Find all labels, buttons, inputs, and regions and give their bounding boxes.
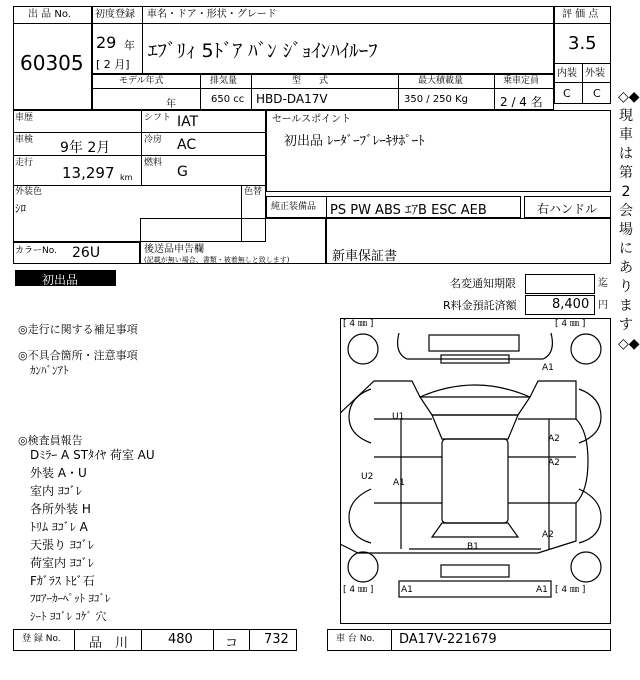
specs-div-3 — [398, 74, 399, 110]
fuel-value: G — [177, 164, 188, 180]
details-row-3 — [13, 185, 266, 186]
driving-remarks-label: ◎走行に関する補足事項 — [18, 323, 138, 336]
header-label-divider — [92, 23, 554, 24]
name-change-unit: 迄 — [598, 278, 608, 289]
registration-year: 29 — [96, 33, 117, 52]
car-description-label: 車名・ドア・形状・グレード — [147, 9, 277, 20]
damage-mark: A1 — [401, 585, 413, 595]
tire-tread-front-right: [ 4 ㎜ ] — [555, 319, 586, 329]
inspector-line: Fｶﾞﾗｽ ﾄﾋﾞ石 — [30, 574, 95, 588]
score-mid-divider — [582, 63, 583, 104]
equipment-value: PS PW ABS ｴｱB ESC AEB — [330, 203, 487, 218]
exterior-grade: C — [593, 87, 601, 100]
tire-tread-rear-right: [ 4 ㎜ ] — [555, 585, 586, 595]
wheel-arch-right-front — [579, 389, 601, 443]
tire-tread-rear-left: [ 4 ㎜ ] — [343, 585, 374, 595]
equipment-label: 純正装備品 — [271, 202, 317, 212]
damage-mark: A2 — [542, 530, 554, 540]
type-value: HBD-DA17V — [256, 92, 328, 106]
lot-label: 出 品 No. — [28, 9, 71, 20]
recycle-unit: 円 — [598, 300, 608, 311]
damage-mark: B1 — [467, 542, 479, 552]
capacity-label: 乗車定員 — [503, 76, 540, 86]
inspection-diagram — [340, 318, 611, 624]
tire-front-right — [571, 334, 601, 364]
reg-number: 732 — [264, 632, 289, 647]
score-label: 評 価 点 — [562, 9, 599, 20]
rear-glass — [432, 523, 518, 537]
registration-month: [ 2 月] — [96, 58, 130, 71]
aircon-value: AC — [177, 137, 197, 153]
lot-label-divider — [13, 23, 92, 24]
later-docs-note: (記載が無い場合、書類・被着無しと致します) — [144, 256, 290, 264]
ext-color-label: 外装色 — [15, 187, 43, 197]
damage-mark: U1 — [392, 412, 405, 422]
venue-side-note — [618, 88, 640, 354]
recycle-label: R料金預託済額 — [443, 299, 517, 312]
load-value: 350 / 250 Kg — [404, 94, 468, 105]
recolor-label: 色替 — [244, 187, 263, 197]
tire-tread-front-left: [ 4 ㎜ ] — [343, 319, 374, 329]
inspector-line: ﾌﾛｱｰｶｰﾍﾟｯﾄ ﾖｺﾞﾚ — [30, 592, 111, 605]
recycle-value: 8,400 — [552, 297, 590, 312]
details-row-1 — [13, 132, 266, 133]
defects-label: ◎不具合箇所・注意事項 — [18, 349, 138, 362]
car-outline-diagram — [341, 319, 610, 623]
inspector-line: 外装 A・U — [30, 466, 87, 480]
inspector-line: 荷室内 ﾖｺﾞﾚ — [30, 556, 94, 570]
hood — [420, 385, 530, 415]
ext-color-value: ｼﾛ — [15, 202, 26, 215]
mileage-label: 走行 — [15, 158, 34, 168]
specs-div-2 — [251, 74, 252, 110]
handle-value: 右ハンドル — [537, 202, 598, 216]
reg-div-2 — [141, 629, 142, 651]
specs-label-divider — [92, 88, 554, 89]
sales-point-value: 初出品 ﾚｰﾀﾞｰﾌﾞﾚｰｷｻﾎﾟｰﾄ — [284, 134, 425, 149]
car-name: ｴﾌﾞﾘｨ 5ﾄﾞｱ ﾊﾞﾝ ｼﾞｮｲﾝﾊｲﾙｰﾌ — [148, 40, 378, 62]
first-listing-text: 初出品 — [42, 273, 79, 287]
inspector-line: ﾄﾘﾑ ﾖｺﾞﾚ A — [30, 520, 88, 534]
history-label: 車歴 — [15, 113, 34, 123]
inspector-line: ｼｰﾄ ﾖｺﾞﾚ ｺｹﾞ 穴 — [30, 610, 107, 623]
equipment-divider — [326, 196, 327, 218]
inspector-line: 天張り ﾖｺﾞﾚ — [30, 538, 94, 552]
sales-point-label: セールスポイント — [272, 114, 352, 125]
tire-rear-right — [571, 552, 601, 582]
load-label: 最大積載量 — [418, 76, 464, 86]
defects-value: ｶﾝﾊﾞﾝｱﾄ — [30, 364, 69, 377]
color-no-value: 26U — [72, 245, 101, 261]
chassis-label: 車 台 No. — [336, 634, 375, 644]
front-grille — [429, 335, 519, 351]
details-mid-divider — [141, 110, 142, 185]
inspector-line: Dﾐﾗｰ A STﾀｲﾔ 荷室 AU — [30, 448, 155, 462]
fuel-label: 燃料 — [144, 158, 163, 168]
reg-divider — [142, 6, 143, 74]
reg-div-1 — [74, 629, 75, 651]
wheel-arch-left-rear — [349, 489, 371, 543]
damage-mark: A1 — [536, 585, 548, 595]
reg-div-3 — [213, 629, 214, 651]
name-change-box — [525, 274, 595, 294]
damage-mark: U2 — [361, 472, 374, 482]
registration-year-unit: 年 — [124, 39, 135, 52]
mileage-unit: km — [120, 173, 133, 182]
capacity-value: 2 / 4 名 — [500, 95, 543, 109]
specs-div-1 — [200, 74, 201, 110]
inspector-line: 各所外装 H — [30, 502, 91, 516]
inspector-line: 室内 ﾖｺﾞﾚ — [30, 484, 82, 498]
reg-kana: コ — [225, 636, 239, 651]
damage-mark: A1 — [393, 478, 405, 488]
color-no-label: カラーNo. — [15, 246, 57, 256]
inspector-report-label: ◎検査員報告 — [18, 434, 83, 447]
damage-mark: A2 — [548, 434, 560, 444]
exterior-label: 外装 — [585, 68, 605, 79]
wheel-arch-left-front — [349, 389, 371, 443]
reg-div-4 — [249, 629, 250, 651]
chassis-divider — [391, 629, 392, 651]
inspection-value: 9年 2月 — [60, 140, 111, 156]
score-value: 3.5 — [568, 33, 597, 54]
name-change-label: 名変通知期限 — [450, 277, 516, 290]
model-year-label: モデル年式 — [119, 76, 164, 86]
tire-front-left — [348, 334, 378, 364]
mileage-value: 13,297 — [62, 164, 115, 182]
roof — [442, 439, 508, 523]
type-label: 型 式 — [292, 76, 329, 86]
shift-value: IAT — [177, 114, 199, 130]
chassis-number: DA17V-221679 — [399, 632, 497, 647]
later-docs-label: 後送品申告欄 — [144, 244, 204, 255]
details-row-2 — [13, 155, 266, 156]
venue-side-note-text: ◇◆現車は第2会場にあります◇◆ — [618, 89, 640, 352]
inspection-label: 車検 — [15, 135, 34, 145]
displacement-label: 排気量 — [210, 76, 238, 86]
interior-grade: C — [563, 87, 571, 100]
reg-no-label: 登 録 No. — [22, 634, 61, 644]
specs-div-4 — [494, 74, 495, 110]
score-label-divider — [554, 23, 611, 24]
reg-class-number: 480 — [168, 632, 193, 647]
shift-label: シフト — [144, 113, 172, 123]
rear-bumper — [399, 581, 551, 597]
first-registration-label: 初度登録 — [95, 9, 135, 20]
damage-mark: A2 — [548, 458, 560, 468]
aircon-label: 冷房 — [144, 135, 163, 145]
windshield — [432, 415, 518, 439]
wheel-arch-right-rear — [579, 489, 601, 543]
reg-region: 品 川 — [89, 636, 129, 651]
lot-number: 60305 — [20, 51, 84, 75]
warranty-value: 新車保証書 — [332, 249, 398, 264]
tire-rear-left — [348, 552, 378, 582]
model-year-unit: 年 — [166, 99, 176, 110]
damage-mark: A1 — [542, 363, 554, 373]
displacement-value: 650 cc — [211, 94, 245, 105]
interior-label: 内装 — [557, 68, 577, 79]
rear-plate — [441, 565, 509, 577]
